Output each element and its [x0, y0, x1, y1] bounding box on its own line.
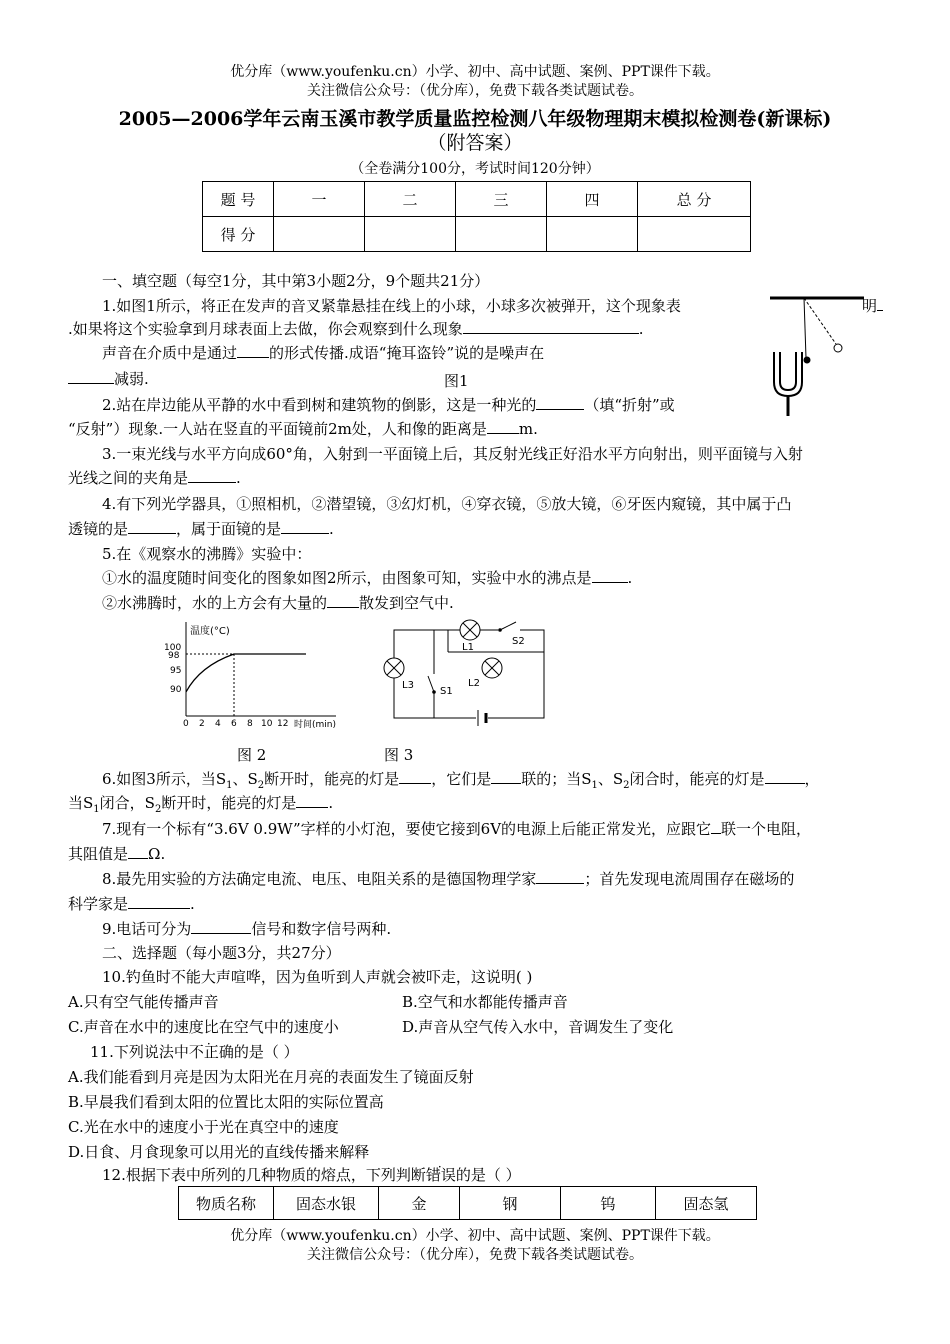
q7-text: 7.现有一个标有“3.6V 0.9W”字样的小灯泡，要使它接到6V的电源上后能正常发光，应跟它 [102, 820, 712, 838]
q4-line-b: 透镜的是 ，属于面镜的是 . [68, 520, 334, 538]
q1-line-b: .如果将这个实验拿到月球表面上去做，你会观察到什么现象 . [68, 320, 644, 338]
q8-text: ；首先发现电流周围存在磁场的 [584, 870, 795, 888]
graph-x-tick: 6 [231, 719, 237, 728]
q6-text: 断开时，能亮的灯是 [264, 770, 400, 788]
score-cell: 三 [456, 182, 547, 217]
exam-note: （全卷满分100分，考试时间120分钟） [350, 161, 600, 177]
q12-stem [102, 1164, 521, 1186]
q1-line-c [102, 342, 544, 364]
score-table-score-row [203, 217, 751, 252]
q11-text: 11.下列说法中 [90, 1043, 189, 1061]
footer-line-1: 优分库（www.youfenku.cn）小学、初中、高中试题、案例、PPT课件下载。 [230, 1228, 720, 1244]
header-line-2: 关注微信公众号：（优分库），免费下载各类试题试卷。 [307, 83, 643, 99]
q11-emphasis: 不正确 [188, 1043, 234, 1061]
melt-cell: 物质名称 [179, 1187, 274, 1220]
q12-text: 12.根据下表中所列的几种物质的熔点，下列判断 [102, 1166, 426, 1184]
figure-3-caption: 图 3 [384, 746, 414, 764]
answer-blank [487, 419, 519, 434]
q6-text: 断开时，能亮的灯是 [161, 794, 297, 812]
answer-blank [188, 468, 236, 483]
q1-text: 的形式传播.成语“掩耳盗铃”说的是噪声在 [269, 344, 545, 362]
circuit-label: S1 [440, 686, 453, 697]
figure-2-caption: 图 2 [237, 746, 267, 764]
score-cell: 四 [547, 182, 638, 217]
q5-text: ①水的温度随时间变化的图象如图2所示，由图象可知，实验中水的沸点是 [102, 569, 592, 587]
graph-y-tick: 90 [170, 685, 182, 695]
section1-heading: 一、填空题（每空1分，其中第3小题2分，9个题共21分） [102, 272, 490, 290]
q10-option-a: A.只有空气能传播声音 [68, 993, 219, 1011]
q2-text: m. [518, 420, 538, 438]
q11-option-d: D.日食、月食现象可以用光的直线传播来解释 [68, 1143, 370, 1161]
q6-line-a: 6.如图3所示，当$S_1$、$S_2$断开时，能亮的灯是 ，它们是 联的；当$S_1$、$S_2$闭合时，能亮的灯是 ， [102, 770, 820, 791]
q4-text: 透镜的是 [68, 520, 129, 538]
score-cell: 总 分 [638, 182, 751, 217]
answer-blank [463, 319, 639, 334]
q7-text: 其阻值是 [68, 845, 129, 863]
ball-displaced [834, 344, 842, 352]
score-label-cell: 得 分 [203, 217, 274, 252]
circuit-label: L2 [468, 678, 480, 689]
answer-blank [877, 296, 883, 311]
answer-blank [296, 793, 328, 808]
score-empty-cell [456, 217, 547, 252]
q8-line-a [102, 868, 794, 890]
score-cell: 二 [365, 182, 456, 217]
q6-text: 、S [232, 770, 258, 788]
answer-blank [128, 519, 176, 534]
q6-line-b: 当$S_1$闭合，$S_2$断开时，能亮的灯是 . [68, 794, 334, 815]
q8-text: 科学家是 [68, 895, 129, 913]
tuning-fork [774, 352, 802, 396]
q6-text: 闭合，S [99, 794, 155, 812]
melt-cell: 固态水银 [274, 1187, 379, 1220]
q2-line-a [102, 394, 675, 416]
circuit-label: S2 [512, 636, 525, 647]
answer-blank [536, 395, 584, 410]
figure-2-temperature-graph [160, 616, 360, 728]
graph-x-tick: 2 [199, 719, 205, 728]
answer-blank [281, 519, 329, 534]
graph-x-tick: 8 [247, 719, 253, 728]
q2-text: 2.站在岸边能从平静的水中看到树和建筑物的倒影，这是一种光的 [102, 396, 537, 414]
graph-x-label: 时间(min) [294, 720, 336, 728]
q3-line-b: 光线之间的夹角是 . [68, 469, 241, 487]
q4-text: ，属于面镜的是 [176, 520, 282, 538]
q10-option-c: C.声音在水中的速度比在空气中的速度小 [68, 1018, 339, 1036]
answer-blank [68, 369, 114, 384]
q8-line-b: 科学家是 . [68, 895, 195, 913]
switch-s2-pivot [498, 628, 502, 632]
q9-line [102, 918, 391, 940]
q4-line-a: 4.有下列光学器具，①照相机，②潜望镜，③幻灯机，④穿衣镜，⑤放大镜，⑥牙医内窥镜，其中属于凸 [102, 495, 792, 513]
answer-blank [536, 869, 584, 884]
graph-x-tick: 4 [215, 719, 221, 728]
q9-text: 信号和数字信号两种. [251, 920, 392, 938]
switch-s1-gap [430, 674, 438, 692]
q11-option-b: B.早晨我们看到太阳的位置比太阳的实际位置高 [68, 1093, 384, 1111]
figure-1-caption: 图1 [444, 372, 469, 390]
q11-option-a: A.我们能看到月亮是因为太阳光在月亮的表面发生了镜面反射 [68, 1068, 474, 1086]
q5-text: ②水沸腾时，水的上方会有大量的 [102, 594, 328, 612]
graph-x-tick: 10 [261, 719, 273, 728]
figure-1-tuning-fork [768, 288, 868, 420]
score-empty-cell [274, 217, 365, 252]
answer-blank [765, 769, 805, 784]
q7-text: 联一个电阻， [721, 820, 812, 838]
score-empty-cell [547, 217, 638, 252]
q10-option-d: D.声音从空气传入水中，音调发生了变化 [402, 1018, 674, 1036]
q5-line: 5.在《观察水的沸腾》实验中： [102, 545, 312, 563]
score-empty-cell [638, 217, 751, 252]
q7-line-b [68, 843, 165, 865]
q8-text: 8.最先用实验的方法确定电流、电压、电阻关系的是德国物理学家 [102, 870, 537, 888]
exam-subtitle: （附答案） [427, 132, 523, 154]
answer-blank [491, 769, 521, 784]
graph-curve [186, 654, 306, 692]
q1-line-d [68, 368, 149, 390]
q7-text: Ω. [148, 845, 166, 863]
q12-emphasis: 错误 [425, 1166, 456, 1184]
graph-x-tick: 0 [183, 719, 189, 728]
answer-blank [128, 844, 148, 859]
q12-text: 的是（ ） [455, 1166, 521, 1184]
footer-line-2: 关注微信公众号：（优分库），免费下载各类试题试卷。 [307, 1247, 643, 1263]
q11-text: 的是（ ） [233, 1043, 299, 1061]
header-line-1: 优分库（www.youfenku.cn）小学、初中、高中试题、案例、PPT课件下载。 [230, 64, 720, 80]
score-table [202, 181, 751, 252]
graph-y-tick: 95 [170, 666, 182, 676]
q11-option-c: C.光在水中的速度小于光在真空中的速度 [68, 1118, 339, 1136]
q2-text: （填“折射”或 [584, 396, 675, 414]
answer-blank [592, 568, 628, 583]
answer-blank [711, 819, 721, 834]
melting-point-header-row [179, 1187, 757, 1220]
q2-text: “反射”）现象.一人站在竖直的平面镜前2m处，人和像的距离是 [68, 420, 487, 438]
thread [804, 298, 806, 358]
ball [804, 357, 811, 364]
q6-text: 当S [68, 794, 94, 812]
q3-line-a: 3.一束光线与水平方向成60°角，入射到一平面镜上后，其反射光线正好沿水平方向射出，则平面镜与入射 [102, 445, 803, 463]
graph-y-label: 温度(°C) [190, 626, 230, 637]
switch-s1-pivot [432, 690, 436, 694]
q2-line-b [68, 418, 538, 440]
graph-x-tick: 12 [277, 719, 289, 728]
q11-stem [90, 1041, 299, 1063]
q1-line-a [102, 295, 681, 317]
q1-end-text: 明 [862, 297, 878, 315]
answer-blank [399, 769, 431, 784]
q5-text: 散发到空气中. [359, 594, 454, 612]
q10-stem: 10.钓鱼时不能大声喧哗，因为鱼听到人声就会被吓走，这说明( ) [102, 968, 533, 986]
figure-3-circuit [378, 608, 550, 726]
circuit-label: L3 [402, 680, 414, 691]
melt-cell: 金 [379, 1187, 460, 1220]
q6-text: 6.如图3所示，当S [102, 770, 227, 788]
q1-text: .如果将这个实验拿到月球表面上去做，你会观察到什么现象 [68, 320, 463, 338]
answer-blank [327, 593, 359, 608]
melting-point-table [178, 1186, 757, 1220]
melt-cell: 钨 [561, 1187, 656, 1220]
answer-blank [237, 343, 269, 358]
exam-title: 2005—2006学年云南玉溪市教学质量监控检测八年级物理期末模拟检测卷(新课标) [118, 108, 832, 130]
score-table-header-row [203, 182, 751, 217]
q9-text: 9.电话可分为 [102, 920, 192, 938]
score-empty-cell [365, 217, 456, 252]
q6-text: 、S [597, 770, 624, 788]
graph-y-tick: 100 [164, 643, 182, 653]
q10-option-b: B.空气和水都能传播声音 [402, 993, 568, 1011]
melt-cell: 固态氢 [656, 1187, 757, 1220]
swing-path [804, 298, 836, 344]
q1-text: 声音在介质中是通过 [102, 344, 238, 362]
q6-text: 闭合时，能亮的灯是 [629, 770, 765, 788]
q3-text: 光线之间的夹角是 [68, 469, 189, 487]
score-cell: 题 号 [203, 182, 274, 217]
graph-y-tick: 98 [168, 651, 180, 661]
q1-text: 1.如图1所示，将正在发声的音叉紧靠悬挂在线上的小球，小球多次被弹开，这个现象表 [102, 297, 681, 315]
answer-blank [128, 894, 190, 909]
melt-cell: 钢 [460, 1187, 561, 1220]
circuit-label: L1 [462, 642, 474, 653]
q7-line-a [102, 818, 811, 840]
answer-blank [191, 919, 251, 934]
q6-text: 联的；当S [521, 770, 592, 788]
score-cell: 一 [274, 182, 365, 217]
section2-heading: 二、选择题（每小题3分，共27分） [102, 944, 341, 962]
q1-text: 减弱. [114, 370, 149, 388]
q5-line-a: ①水的温度随时间变化的图象如图2所示，由图象可知，实验中水的沸点是 . [102, 569, 633, 587]
q6-text: ，它们是 [431, 770, 492, 788]
